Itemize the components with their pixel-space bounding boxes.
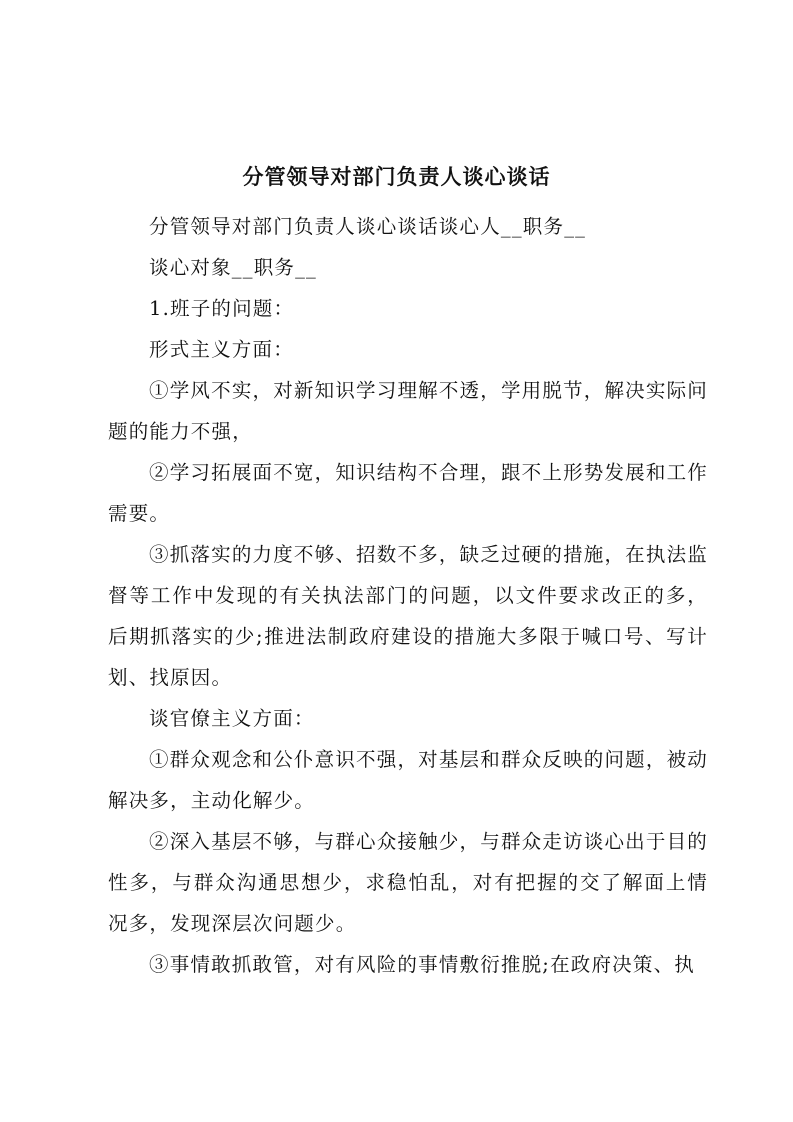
paragraph-formalism-item-3: ③抓落实的力度不够、招数不多，缺乏过硬的措施，在执法监督等工作中发现的有关执法部门的问题，以文件要求改正的多，后期抓落实的少;推进法制政府建设的措施大多限于喊口号、写计划、找原因。	[108, 543, 708, 689]
paragraph-interview-target: 谈心对象__职务__	[149, 256, 318, 279]
paragraph-bureaucratism-item-3: ③事情敢抓敢管，对有风险的事情敷衍推脱;在政府决策、执	[149, 953, 695, 976]
paragraph-section-team-issues: 1.班子的问题：	[149, 297, 295, 320]
paragraph-formalism-item-2: ②学习拓展面不宽，知识结构不合理，跟不上形势发展和工作需要。	[108, 461, 708, 525]
paragraph-formalism-heading: 形式主义方面：	[149, 338, 294, 361]
paragraph-interview-header: 分管领导对部门负责人谈心谈话谈心人__职务__	[149, 215, 587, 238]
document-title: 分管领导对部门负责人谈心谈话	[242, 164, 551, 189]
paragraph-bureaucratism-item-2: ②深入基层不够，与群心众接触少，与群众走访谈心出于目的性多，与群众沟通思想少，求稳怕乱，对有把握的交了解面上情况多，发现深层次问题少。	[108, 830, 708, 935]
document-body	[108, 206, 708, 985]
paragraph-bureaucratism-heading: 谈官僚主义方面：	[149, 707, 315, 730]
paragraph-formalism-item-1: ①学风不实，对新知识学习理解不透，学用脱节，解决实际问题的能力不强，	[108, 379, 708, 443]
paragraph-bureaucratism-item-1: ①群众观念和公仆意识不强，对基层和群众反映的问题，被动解决多，主动化解少。	[108, 748, 708, 812]
